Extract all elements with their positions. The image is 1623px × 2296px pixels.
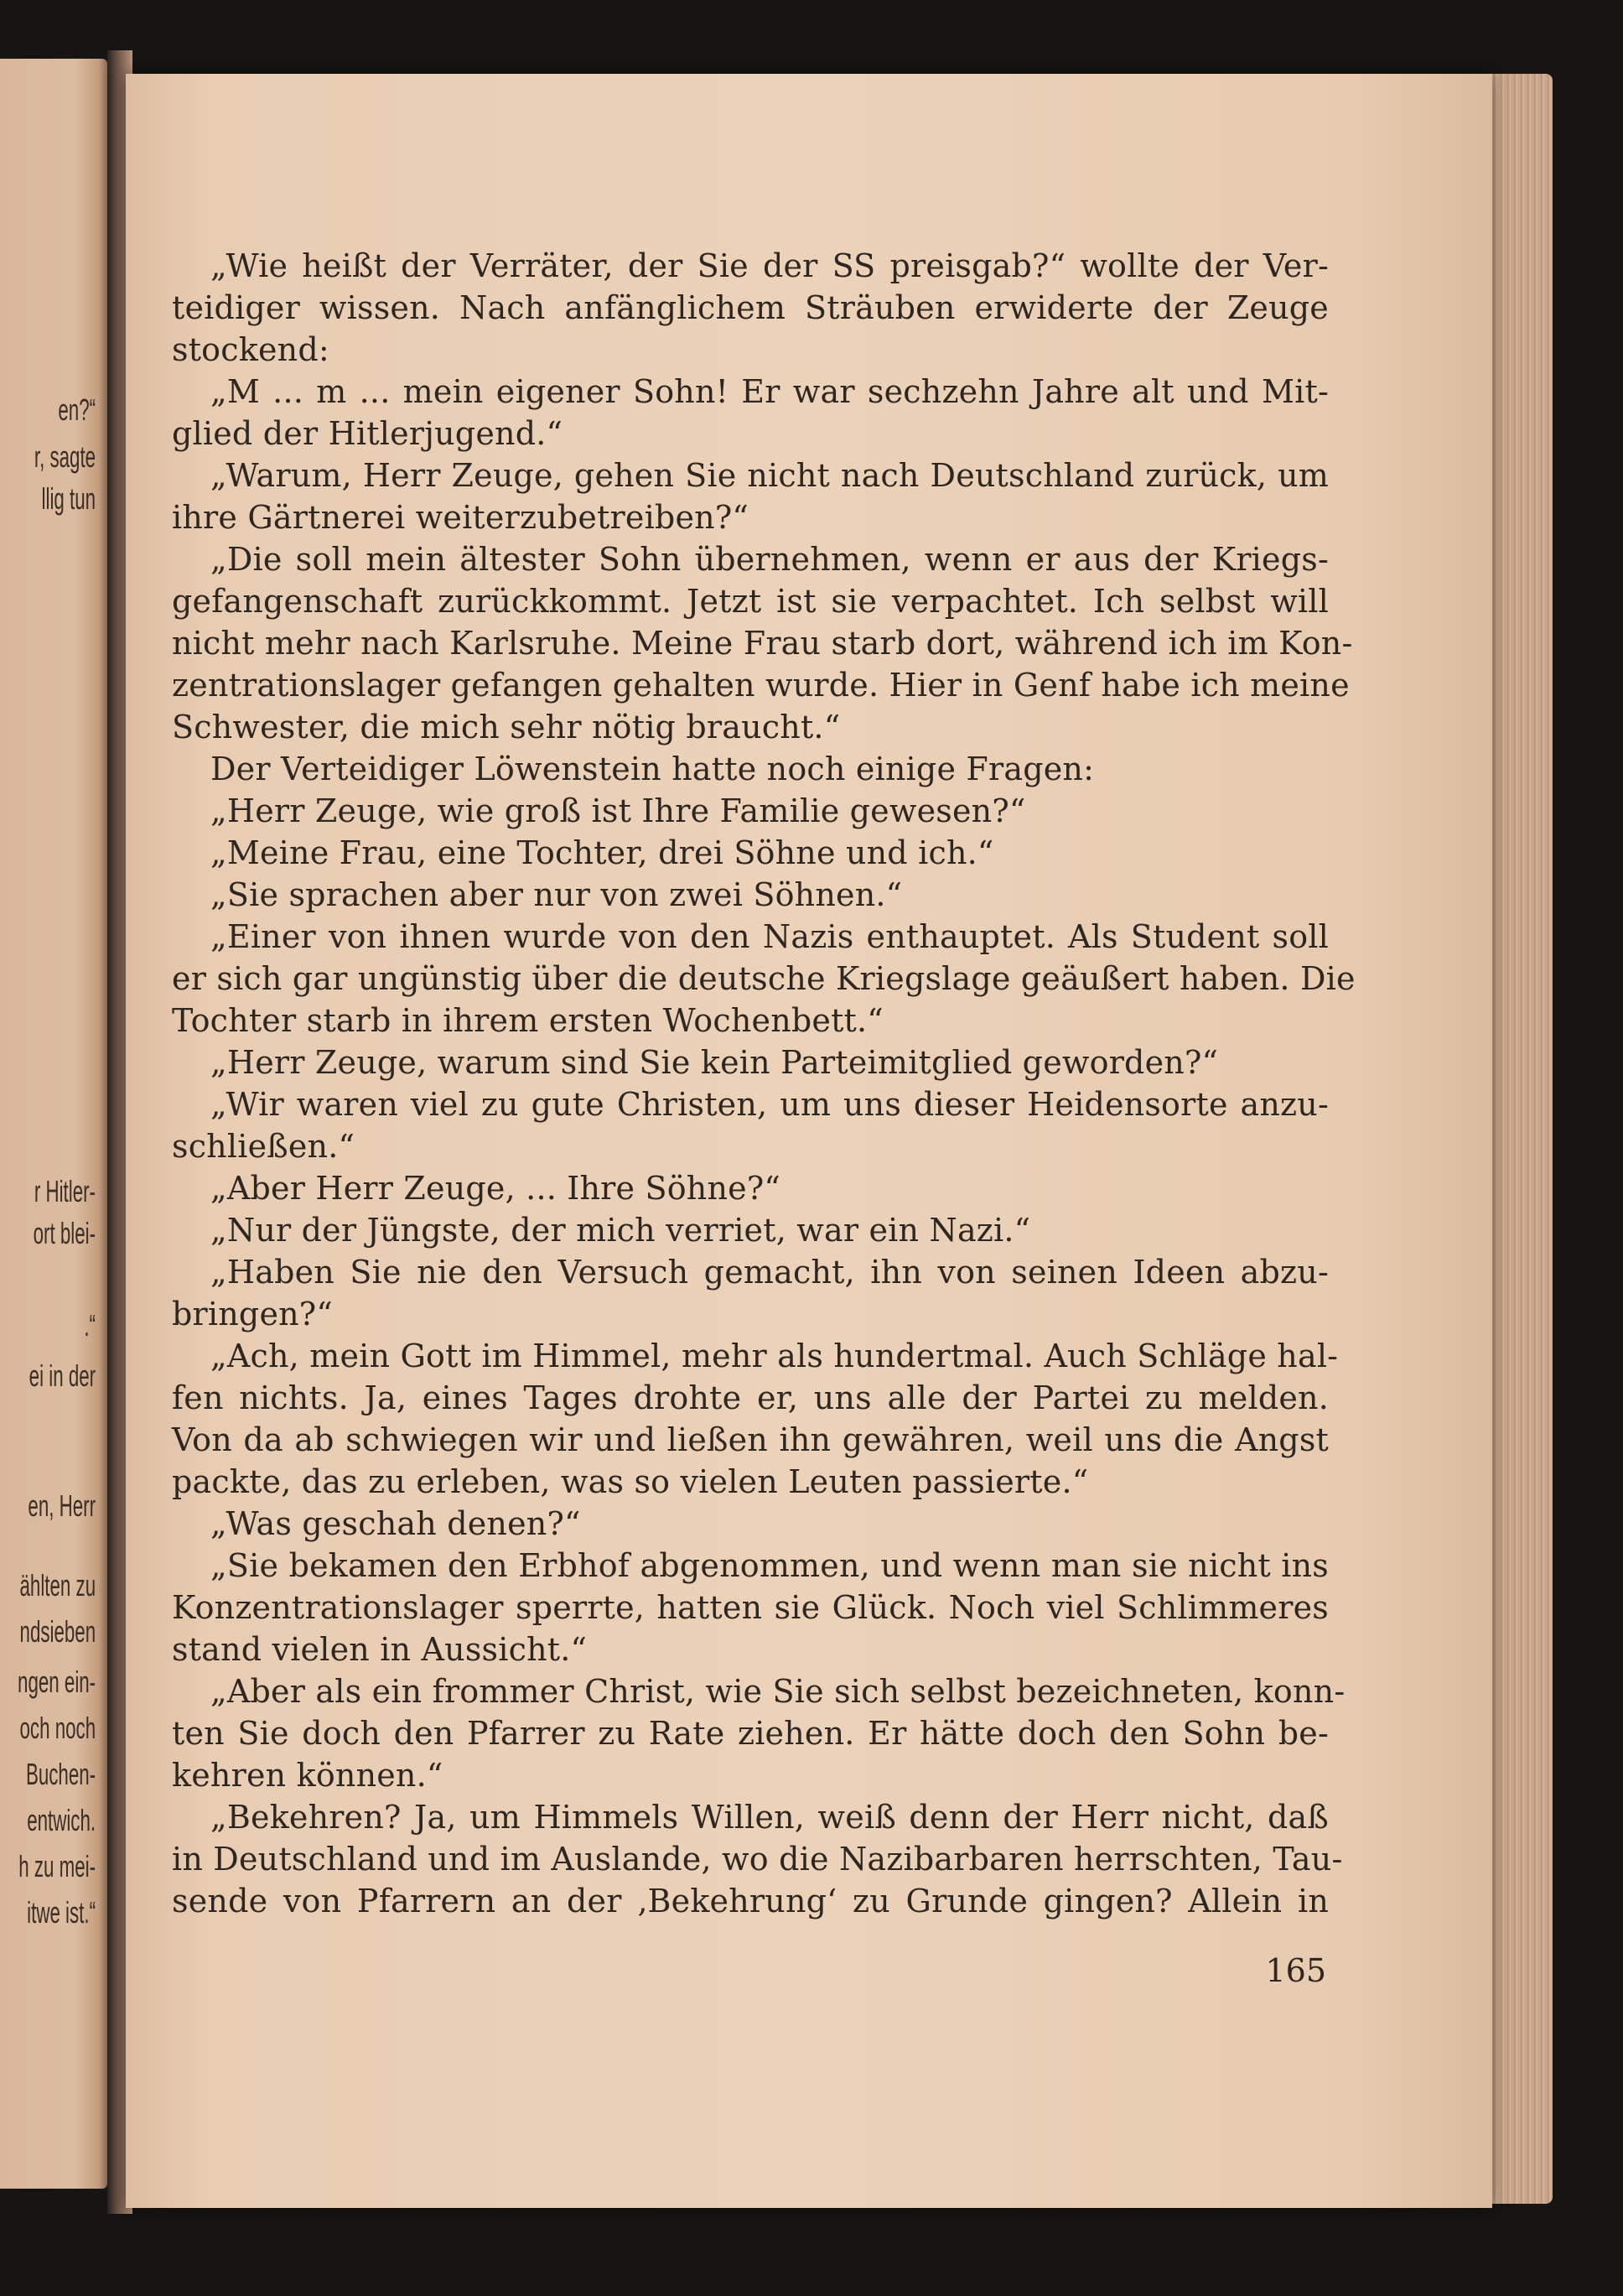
- left-page-fragment: ählten zu: [19, 1568, 96, 1603]
- text-line: teidiger wissen. Nach anfänglichem Sträuben erwiderte der Zeuge: [172, 289, 1329, 326]
- text-line: „Wir waren viel zu gute Christen, um uns dieser Heidensorte anzu-: [210, 1086, 1329, 1123]
- text-line: glied der Hitlerjugend.“: [172, 415, 563, 452]
- text-line: fen nichts. Ja, eines Tages drohte er, uns alle der Partei zu melden.: [172, 1379, 1329, 1416]
- text-line: schließen.“: [172, 1128, 355, 1165]
- text-line: „Was geschah denen?“: [210, 1505, 581, 1542]
- text-line: Der Verteidiger Löwenstein hatte noch einige Fragen:: [210, 751, 1095, 787]
- left-page-fragment: r Hitler-: [34, 1174, 96, 1208]
- text-line: „Haben Sie nie den Versuch gemacht, ihn von seinen Ideen abzu-: [210, 1254, 1329, 1291]
- text-line: packte, das zu erleben, was so vielen Leuten passierte.“: [172, 1463, 1089, 1500]
- text-line: „Einer von ihnen wurde von den Nazis enthauptet. Als Student soll: [210, 918, 1329, 955]
- text-line: „Ach, mein Gott im Himmel, mehr als hundertmal. Auch Schläge hal-: [210, 1338, 1339, 1374]
- text-line: ten Sie doch den Pfarrer zu Rate ziehen. Er hätte doch den Sohn be-: [172, 1715, 1329, 1752]
- left-page-fragment: ei in der: [29, 1358, 96, 1393]
- page-number: 165: [1265, 1952, 1326, 1989]
- text-line: in Deutschland und im Auslande, wo die Nazibarbaren herrschten, Tau-: [172, 1841, 1343, 1878]
- text-line: „M ... m ... mein eigener Sohn! Er war sechzehn Jahre alt und Mit-: [210, 373, 1329, 410]
- text-line: sende von Pfarrern an der ‚Bekehrung‘ zu Grunde gingen? Allein in: [172, 1883, 1329, 1919]
- text-line: „Die soll mein ältester Sohn übernehmen, wenn er aus der Kriegs-: [210, 541, 1329, 578]
- left-page-fragment: entwich.: [27, 1803, 96, 1837]
- text-line: „Sie bekamen den Erbhof abgenommen, und wenn man sie nicht ins: [210, 1547, 1329, 1584]
- text-line: stand vielen in Aussicht.“: [172, 1631, 588, 1668]
- text-line: „Herr Zeuge, warum sind Sie kein Parteimitglied geworden?“: [210, 1044, 1219, 1081]
- text-line: zentrationslager gefangen gehalten wurde. Hier in Genf habe ich meine: [172, 667, 1350, 704]
- left-page-fragment: r, sagte: [34, 439, 96, 474]
- text-line: Schwester, die mich sehr nötig braucht.“: [172, 709, 841, 745]
- text-line: Tochter starb in ihrem ersten Wochenbett.“: [172, 1002, 884, 1039]
- text-line: kehren können.“: [172, 1757, 443, 1794]
- page-body-text: [172, 245, 1356, 1922]
- left-page-fragment: en?“: [58, 392, 96, 427]
- left-page-fragment: ngen ein-: [17, 1665, 96, 1699]
- text-line: „Meine Frau, eine Tochter, drei Söhne und ich.“: [210, 834, 994, 871]
- left-page-fragment: ort blei-: [33, 1216, 96, 1250]
- text-line: „Aber als ein frommer Christ, wie Sie sich selbst bezeichneten, konn-: [210, 1673, 1346, 1710]
- text-line: „Sie sprachen aber nur von zwei Söhnen.“: [210, 876, 903, 913]
- left-page-fragment: ndsieben: [19, 1614, 96, 1649]
- text-line: „Herr Zeuge, wie groß ist Ihre Familie gewesen?“: [210, 792, 1026, 829]
- text-line: Von da ab schwiegen wir und ließen ihn gewähren, weil uns die Angst: [172, 1421, 1329, 1458]
- text-line: „Wie heißt der Verräter, der Sie der SS preisgab?“ wollte der Ver-: [210, 247, 1329, 284]
- text-line: Konzentrationslager sperrte, hatten sie Glück. Noch viel Schlimmeres: [172, 1589, 1329, 1626]
- left-page-fragment: och noch: [19, 1711, 96, 1745]
- text-line: ihre Gärtnerei weiterzubetreiben?“: [172, 499, 749, 536]
- text-line: nicht mehr nach Karlsruhe. Meine Frau starb dort, während ich im Kon-: [172, 625, 1353, 662]
- text-line: bringen?“: [172, 1296, 334, 1332]
- text-line: „Bekehren? Ja, um Himmels Willen, weiß denn der Herr nicht, daß: [210, 1799, 1329, 1836]
- left-page-fragment: Buchen-: [25, 1757, 96, 1791]
- text-line: „Nur der Jüngste, der mich verriet, war ein Nazi.“: [210, 1212, 1031, 1249]
- text-line: er sich gar ungünstig über die deutsche Kriegslage geäußert haben. Die: [172, 960, 1356, 997]
- page-edges: [1492, 74, 1553, 2204]
- text-line: „Warum, Herr Zeuge, gehen Sie nicht nach Deutschland zurück, um: [210, 457, 1329, 494]
- text-line: gefangenschaft zurückkommt. Jetzt ist sie verpachtet. Ich selbst will: [172, 583, 1329, 620]
- text-line: stockend:: [172, 331, 329, 368]
- left-facing-page: [0, 59, 107, 2189]
- left-page-fragment: .“: [84, 1308, 96, 1343]
- left-page-fragment: llig tun: [41, 481, 96, 516]
- left-page-fragment: en, Herr: [28, 1488, 96, 1523]
- text-line: „Aber Herr Zeuge, ... Ihre Söhne?“: [210, 1170, 781, 1207]
- left-page-fragment: itwe ist.“: [27, 1895, 96, 1930]
- left-page-fragment: h zu mei-: [18, 1849, 96, 1883]
